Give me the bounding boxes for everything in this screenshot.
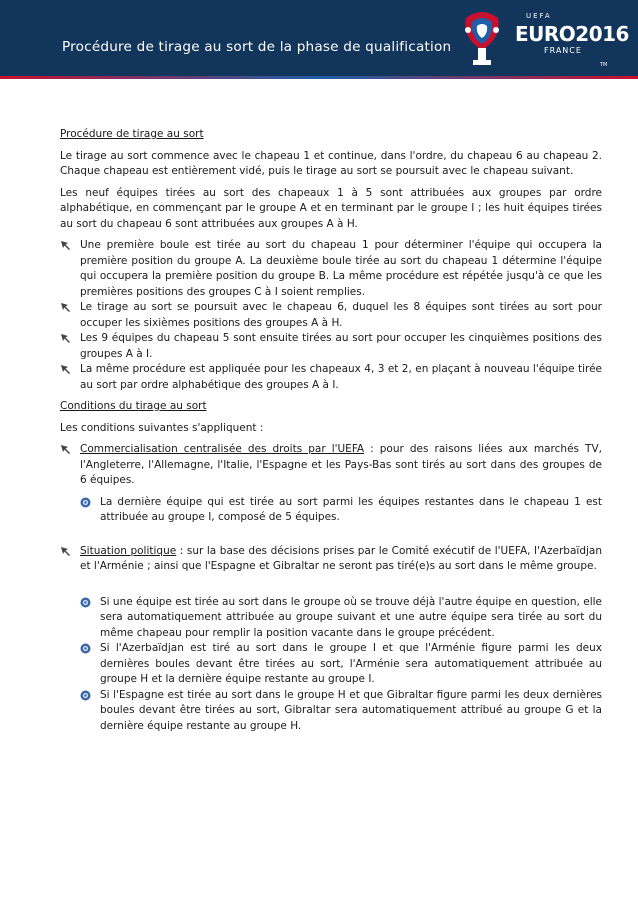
disc-bullet-icon [80,497,91,508]
list-item [60,300,602,331]
arrow-bullet-icon [60,444,71,455]
procedure-list [60,238,602,393]
arrow-bullet-icon [60,546,71,557]
logo-euro2016-text: EURO2016 [515,22,629,46]
list-item [60,238,602,300]
logo-tm-mark: TM [600,62,608,68]
spacer [60,532,602,544]
list-item-text: Les 9 équipes du chapeau 5 sont ensuite tirées au sort pour occuper les cinquièmes positions des groupes A à I. [80,332,602,360]
sub-list-item [60,595,602,642]
sub-list-item-text: Si une équipe est tirée au sort dans le groupe où se trouve déjà l'autre équipe en question, elle sera automatiquement attribuée au groupe suivant et une autre équipe sera tirée au sort du même chapeau pour remplir la position vacante dans le groupe précédent. [100,595,602,639]
sub-list-item [60,495,602,526]
arrow-bullet-icon [60,240,71,251]
page-title: Procédure de tirage au sort de la phase de qualification [62,39,452,55]
list-item [60,544,602,575]
sub-list-item [60,641,602,688]
disc-bullet-icon [80,597,91,608]
arrow-bullet-icon [60,333,71,344]
condition-title: Situation politique [80,544,177,557]
sub-list-item [60,688,602,735]
disc-bullet-icon [80,643,91,654]
list-item-text: Une première boule est tirée au sort du chapeau 1 pour déterminer l'équipe qui occupera la première position du groupe A. La deuxième boule tirée au sort du chapeau 1 détermine l'équipe qui occupera la première position du groupe B. La même procédure est répétée jusqu'à ce que les premières positions des groupes C à I soient remplies. [80,239,602,298]
logo-uefa-text: UEFA [526,12,552,20]
paragraph: Le tirage au sort commence avec le chapeau 1 et continue, dans l'ordre, du chapeau 6 au chapeau 2. Chaque chapeau est entièrement vidé, puis le tirage au sort se poursuit avec le chapeau suivant. [60,149,602,177]
arrow-bullet-icon [60,364,71,375]
disc-bullet-icon [80,690,91,701]
spacer [60,581,602,593]
section-heading-conditions: Conditions du tirage au sort [60,400,207,412]
paragraph: Les neuf équipes tirées au sort des chapeaux 1 à 5 sont attribuées aux groupes par ordre alphabétique, en commençant par le groupe A et en terminant par le groupe I ; les huit équipes tirées au sort du chapeau 6 sont attribuées aux groupes A à H. [60,186,602,230]
sub-list [60,495,602,526]
list-item [60,442,602,489]
sub-list-item-text: La dernière équipe qui est tirée au sort parmi les équipes restantes dans le chapeau 1 est attribuée au groupe I, composé de 5 équipes. [100,495,602,523]
conditions-list [60,442,602,489]
list-item-text: Le tirage au sort se poursuit avec le chapeau 6, duquel les 8 équipes sont tirées au sort pour occuper les sixièmes positions des groupes A à H. [80,301,602,329]
arrow-bullet-icon [60,302,71,313]
logo-country-text: FRANCE [544,46,582,55]
sub-list-item-text: Si l'Espagne est tirée au sort dans le groupe H et que Gibraltar figure parmi les deux dernières boules devant être tirées au sort, Gibraltar sera automatiquement attribué au groupe G et la dernière équipe restante au groupe H. [100,688,602,732]
conditions-list [60,544,602,575]
document-body [60,127,602,740]
section-heading-procedure: Procédure de tirage au sort [60,128,204,140]
condition-text: : sur la base des décisions prises par le Comité exécutif de l'UEFA, l'Azerbaïdjan et l'Arménie ; ainsi que l'Espagne et Gibraltar ne seront pas tiré(e)s au sort dans le même groupe. [80,544,602,572]
paragraph: Les conditions suivantes s'appliquent : [60,421,264,434]
list-item-text: La même procédure est appliquée pour les chapeaux 4, 3 et 2, en plaçant à nouveau l'équipe tirée au sort par ordre alphabétique des groupes A à I. [80,363,602,391]
list-item [60,331,602,362]
condition-title: Commercialisation centralisée des droits par l'UEFA [80,443,365,455]
list-item [60,362,602,393]
condition-text: : pour des raisons liées aux marchés TV, l'Angleterre, l'Allemagne, l'Italie, l'Espagne et les Pays-Bas sont tirés au sort dans des groupes de 6 équipes. [80,443,602,486]
sub-list-item-text: Si l'Azerbaïdjan est tiré au sort dans le groupe I et que l'Arménie figure parmi les deux dernières boules devant être tirées au sort, l'Arménie sera automatiquement attribuée au groupe H et la dernière équipe restante au groupe I. [100,642,602,685]
sub-list [60,595,602,735]
header-stripe [0,76,638,79]
